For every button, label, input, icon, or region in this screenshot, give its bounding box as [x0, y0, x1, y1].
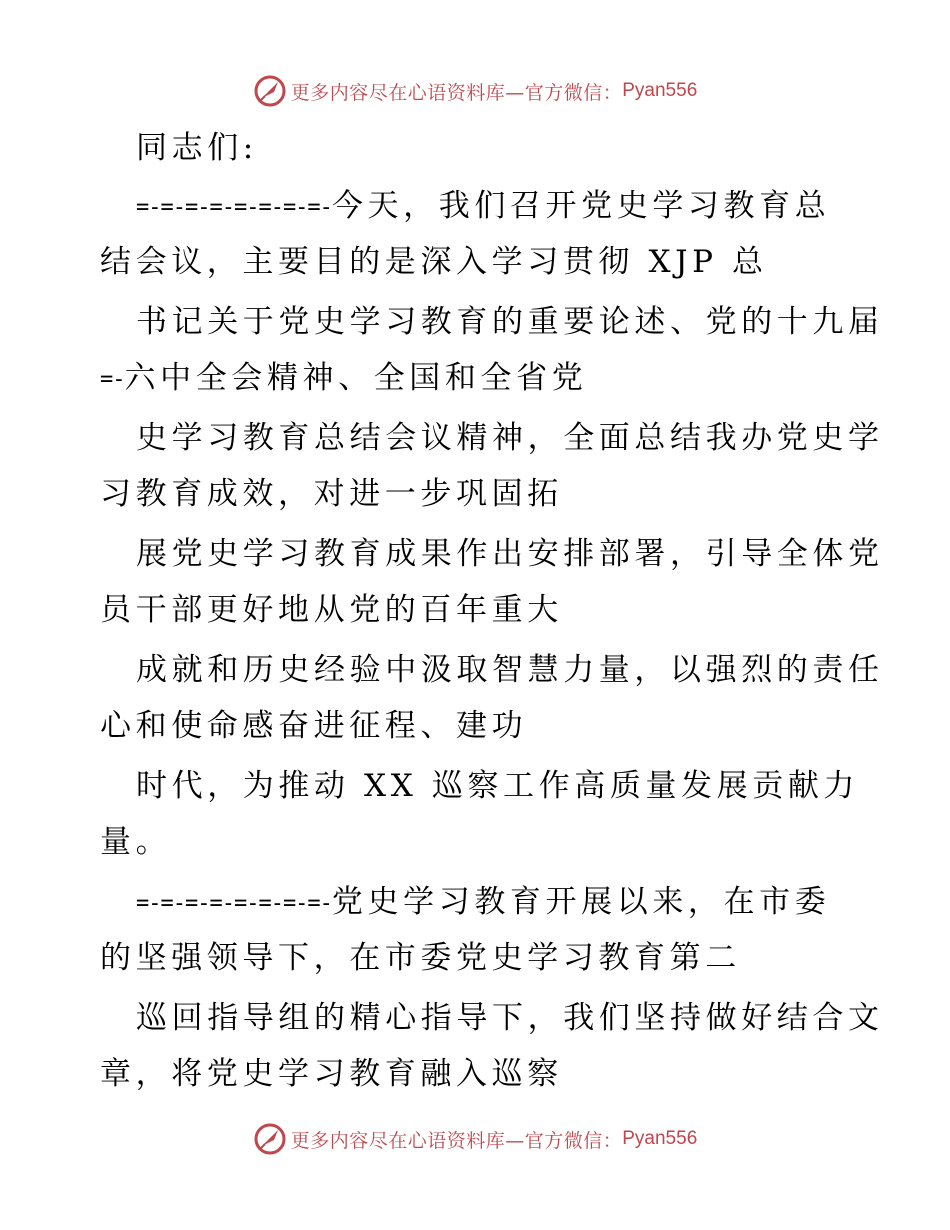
- text-line: 的坚强领导下，在市委党史学习教育第二: [100, 940, 741, 976]
- text-line: 心和使命感奋进征程、建功: [100, 708, 528, 744]
- quill-logo-icon: [253, 1122, 287, 1156]
- text-line: 量。: [100, 824, 172, 860]
- text-line: 员干部更好地从党的百年重大: [100, 592, 563, 628]
- text-line: 展党史学习教育成果作出安排部署，引导全体党: [136, 536, 884, 572]
- text-line: 结会议，主要目的是深入学习贯彻 XJP 总: [100, 244, 768, 280]
- watermark-wechat-id: Pyan556: [622, 80, 698, 101]
- text-line: 习教育成效，对进一步巩固拓: [100, 476, 563, 512]
- header-watermark: [0, 71, 950, 111]
- watermark-text: 更多内容尽在心语资料库—官方微信：: [290, 81, 623, 104]
- text-line: 同志们:: [136, 130, 258, 166]
- quill-logo-icon: [253, 74, 287, 108]
- text-line: 书记关于党史学习教育的重要论述、党的十九届: [136, 304, 884, 340]
- text-line: =-=-=-=-=-=-=-=-党史学习教育开展以来，在市委: [136, 884, 831, 920]
- text-line: 时代，为推动 XX 巡察工作高质量发展贡献力: [136, 768, 860, 804]
- footer-watermark: [0, 1119, 950, 1159]
- text-line: 巡回指导组的精心指导下，我们坚持做好结合文: [136, 1000, 884, 1036]
- text-line: =-六中全会精神、全国和全省党: [100, 360, 588, 396]
- text-line: =-=-=-=-=-=-=-=-今天，我们召开党史学习教育总: [136, 188, 831, 224]
- text-line: 成就和历史经验中汲取智慧力量，以强烈的责任: [136, 652, 884, 688]
- watermark-wechat-id: Pyan556: [622, 1128, 698, 1149]
- text-line: 章，将党史学习教育融入巡察: [100, 1056, 563, 1092]
- text-line: 史学习教育总结会议精神，全面总结我办党史学: [136, 420, 884, 456]
- watermark-text: 更多内容尽在心语资料库—官方微信：: [290, 1129, 623, 1152]
